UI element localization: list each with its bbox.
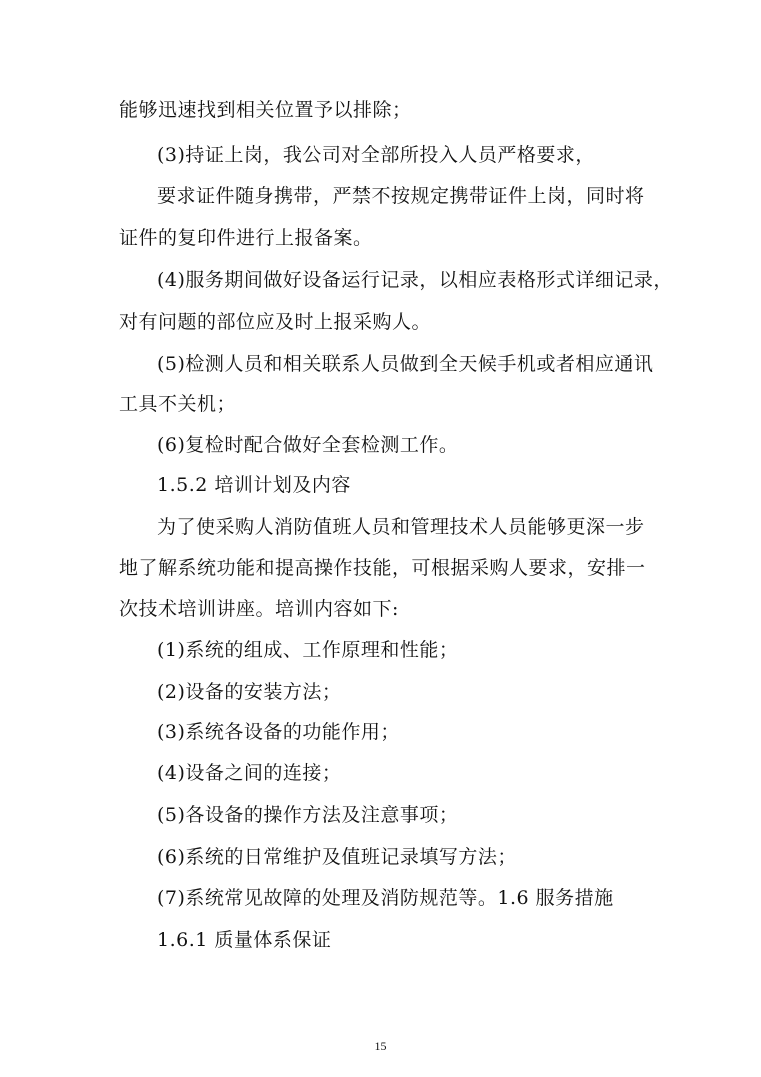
list-item: (4)设备之间的连接； bbox=[157, 762, 342, 784]
text-line: 为了使采购人消防值班人员和管理技术人员能够更深一步 bbox=[157, 516, 645, 538]
text-line: 要求证件随身携带，严禁不按规定携带证件上岗，同时将 bbox=[157, 185, 645, 207]
page-number: 15 bbox=[374, 1039, 387, 1053]
text-line: (5)检测人员和相关联系人员做到全天候手机或者相应通讯 bbox=[157, 353, 654, 375]
section-heading: 1.6.1 质量体系保证 bbox=[157, 929, 332, 951]
text-line: 次技术培训讲座。培训内容如下: bbox=[119, 598, 399, 620]
list-item: (6)系统的日常维护及值班记录填写方法； bbox=[157, 846, 517, 868]
text-line: (6)复检时配合做好全套检测工作。 bbox=[157, 434, 459, 456]
text-line: 能够迅速找到相关位置予以排除； bbox=[119, 99, 412, 121]
section-heading: 1.5.2 培训计划及内容 bbox=[157, 474, 351, 496]
text-line: 地了解系统功能和提高操作技能，可根据采购人要求，安排一 bbox=[119, 557, 646, 579]
text-line: (3)持证上岗，我公司对全部所投入人员严格要求， bbox=[157, 144, 595, 166]
list-item: (5)各设备的操作方法及注意事项； bbox=[157, 804, 459, 826]
list-item: (7)系统常见故障的处理及消防规范等。1.6 服务措施 bbox=[157, 887, 614, 909]
text-line: 对有问题的部位应及时上报采购人。 bbox=[119, 311, 432, 333]
list-item: (3)系统各设备的功能作用； bbox=[157, 721, 400, 743]
list-item: (2)设备的安装方法； bbox=[157, 681, 342, 703]
text-line: 证件的复印件进行上报备案。 bbox=[119, 227, 373, 249]
list-item: (1)系统的组成、工作原理和性能； bbox=[157, 639, 459, 661]
text-line: (4)服务期间做好设备运行记录，以相应表格形式详细记录， bbox=[157, 269, 673, 291]
text-line: 工具不关机； bbox=[119, 393, 237, 415]
